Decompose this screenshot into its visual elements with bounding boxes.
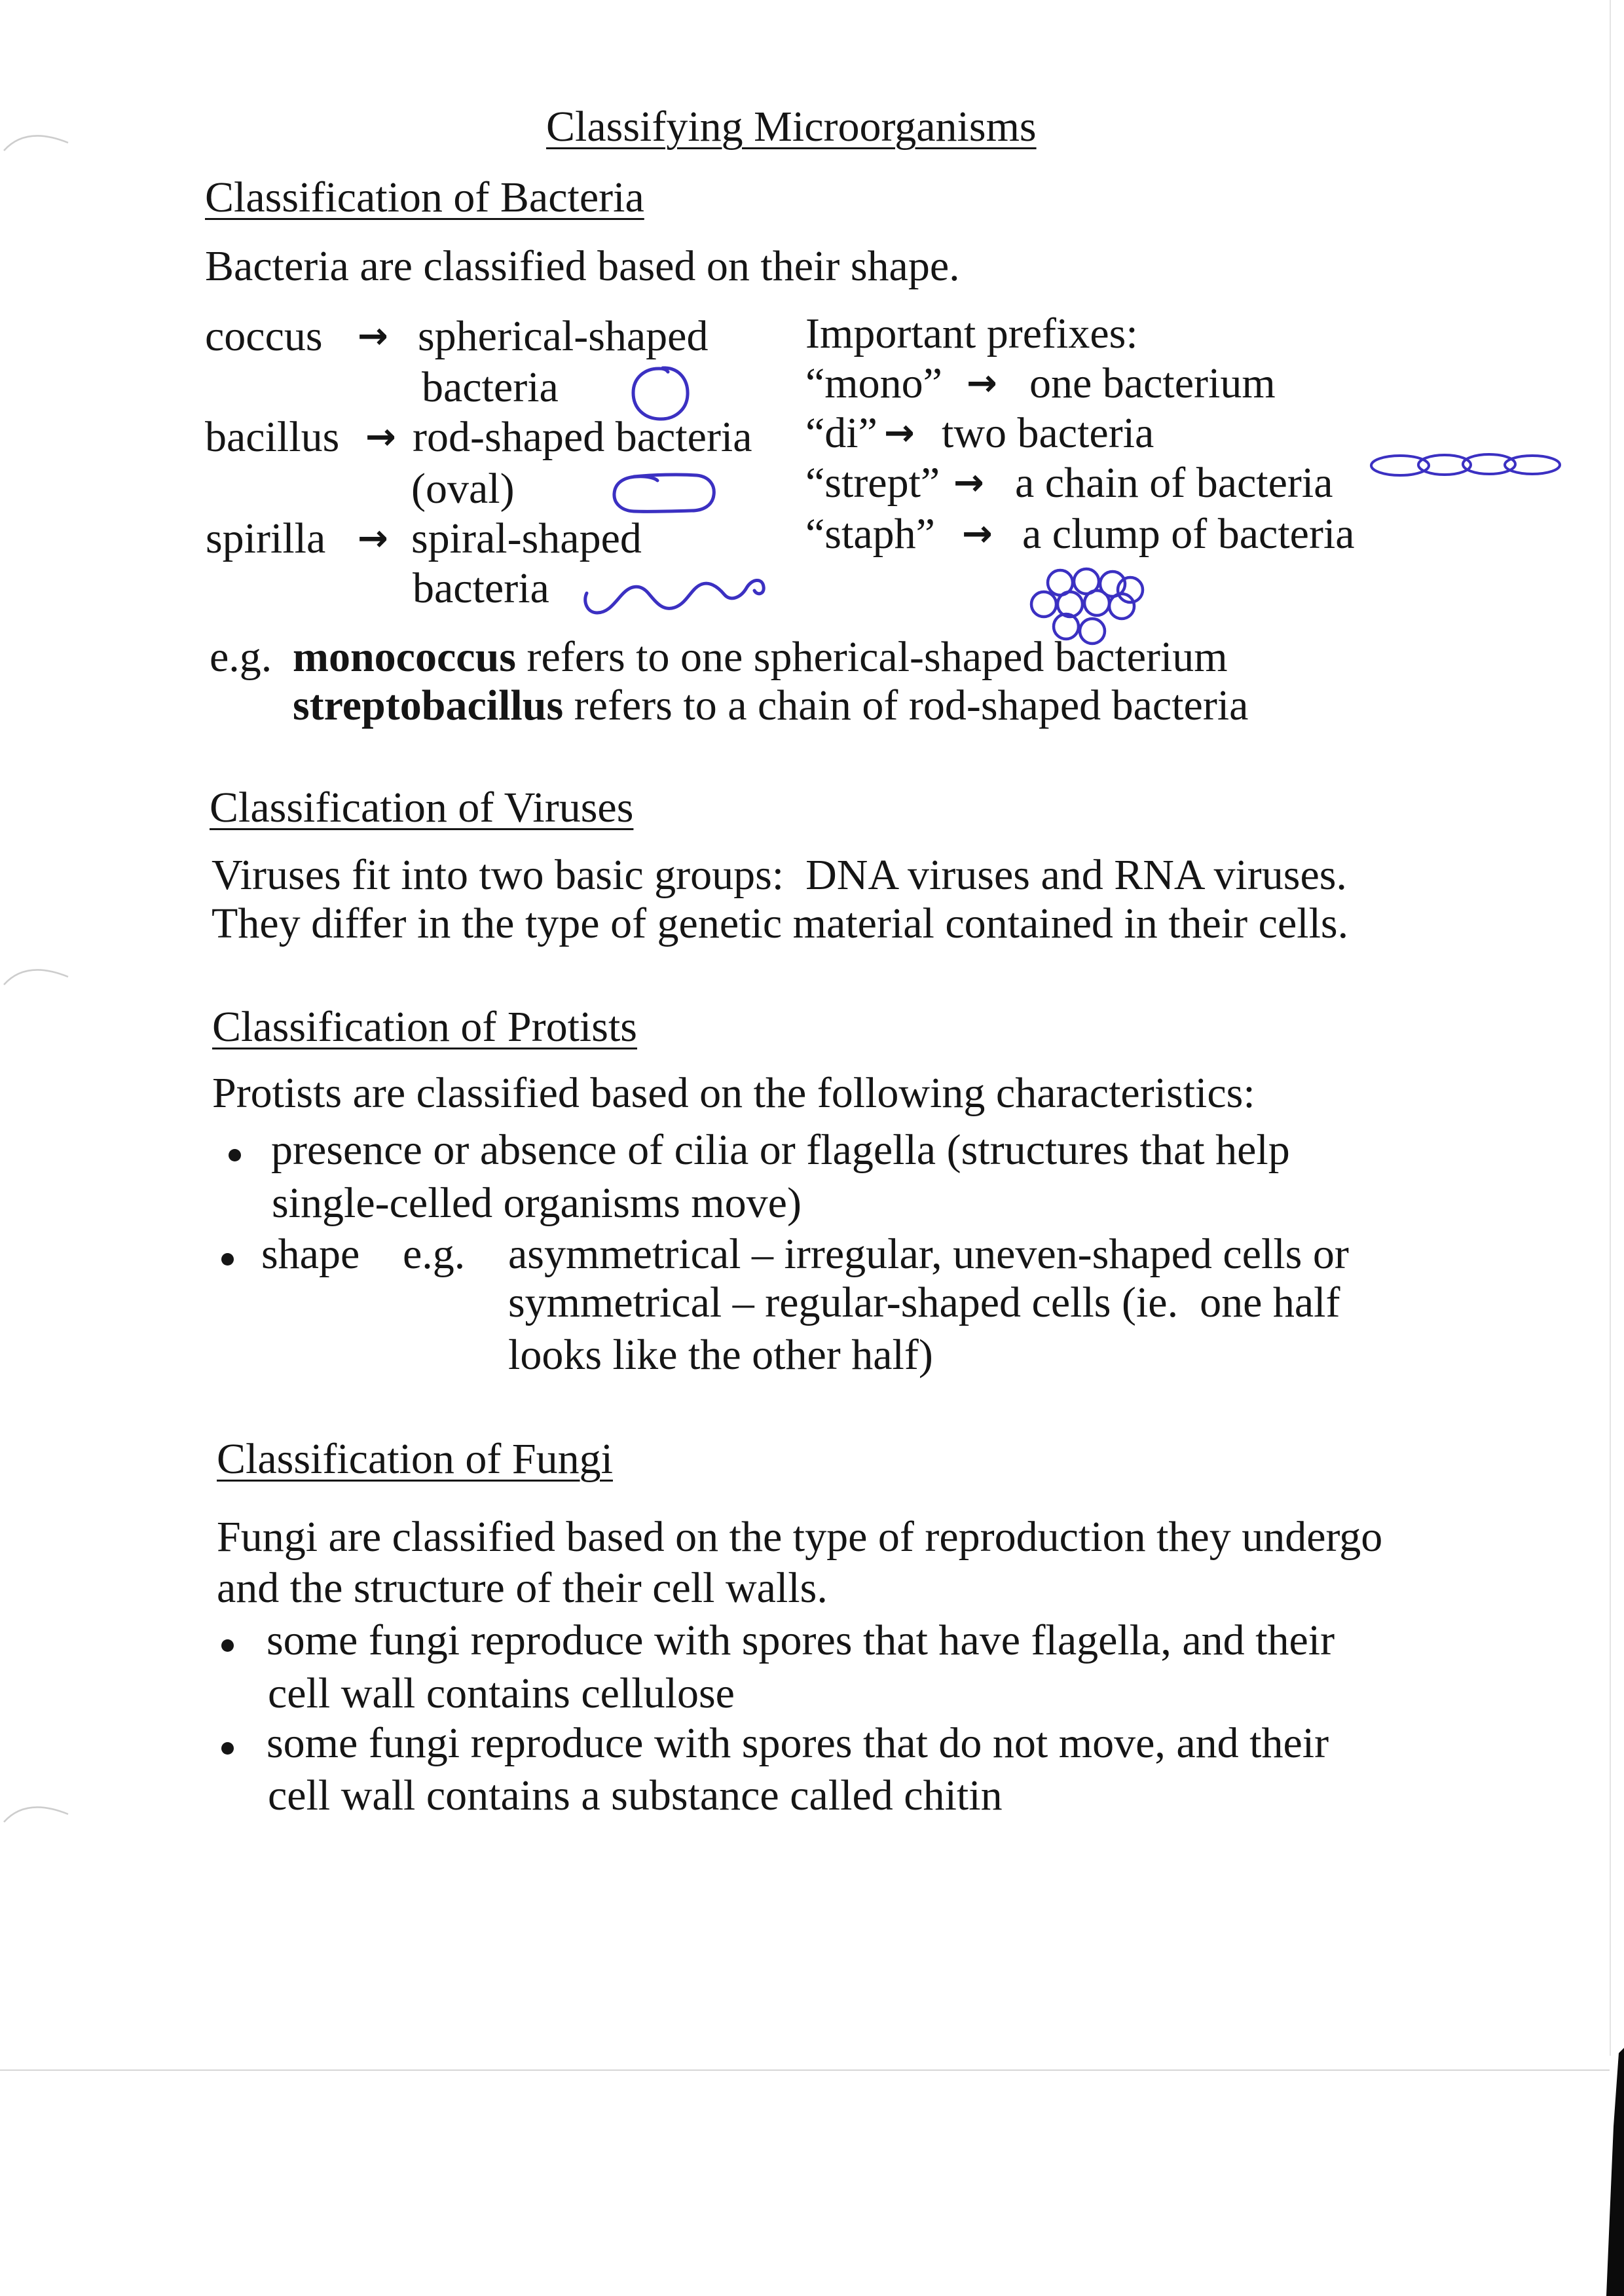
bullet-text: symmetrical – regular-shaped cells (ie. one half — [508, 1279, 1340, 1326]
arrow-icon: → — [358, 517, 388, 560]
arrow-icon: → — [967, 362, 997, 405]
chain-link — [1371, 456, 1429, 475]
scanner-shadow-shape — [1606, 2048, 1624, 2296]
prefix-meaning: a clump of bacteria — [1022, 510, 1355, 558]
section-intro: Bacteria are classified based on their shape. — [205, 242, 960, 290]
prefix-meaning: two bacteria — [942, 409, 1154, 457]
example-definition: refers to a chain of rod-shaped bacteria — [563, 682, 1249, 729]
prefix-term: “di” — [805, 409, 877, 457]
arrow-icon: → — [962, 513, 993, 555]
hole-punch-arc — [4, 970, 68, 985]
hole-punch-mark — [0, 1797, 73, 1826]
bullet-label: shape — [261, 1230, 360, 1278]
chain-link — [1505, 456, 1560, 474]
page-title: Classifying Microorganisms — [546, 103, 1037, 151]
bullet-icon — [221, 1742, 234, 1755]
section-heading: Classification of Viruses — [210, 784, 634, 831]
bullet-text: some fungi reproduce with spores that do not move, and their — [267, 1719, 1329, 1767]
shape-description: spiral-shaped — [411, 515, 642, 562]
bullet-text: single-celled organisms move) — [272, 1179, 802, 1227]
spiral-outline — [585, 580, 764, 613]
shape-description: spherical-shaped — [418, 312, 709, 360]
arrow-icon: → — [365, 416, 396, 458]
rod-sketch-icon — [608, 469, 720, 519]
prefix-term: “mono” — [805, 359, 942, 407]
paragraph-line: They differ in the type of genetic material contained in their cells. — [212, 900, 1349, 947]
hole-punch-arc — [4, 136, 68, 151]
clump-cell — [1031, 592, 1056, 617]
shape-description-continued: (oval) — [411, 465, 515, 513]
shape-term: coccus — [205, 312, 323, 360]
hole-punch-mark — [0, 960, 73, 989]
example-lead: e.g. — [210, 633, 272, 681]
arrow-icon: → — [884, 412, 915, 454]
shape-description-continued: bacteria — [413, 564, 549, 612]
bullet-text: looks like the other half) — [508, 1331, 933, 1379]
section-intro: Protists are classified based on the following characteristics: — [212, 1069, 1255, 1117]
section-heading: Classification of Protists — [212, 1003, 637, 1051]
bullet-text: asymmetrical – irregular, uneven-shaped cells or — [508, 1230, 1349, 1278]
section-intro: Fungi are classified based on the type of reproduction they undergo — [217, 1513, 1383, 1561]
prefix-heading: Important prefixes: — [805, 310, 1138, 357]
paragraph-line: Viruses fit into two basic groups: DNA viruses and RNA viruses. — [212, 851, 1347, 899]
shape-description: rod-shaped bacteria — [413, 413, 752, 461]
arrow-icon: → — [953, 462, 984, 504]
clump-cell — [1058, 592, 1082, 617]
clump-cell — [1084, 591, 1109, 615]
prefix-term: “strept” — [805, 459, 940, 507]
example-definition: refers to one spherical-shaped bacterium — [515, 633, 1228, 681]
shape-term: spirilla — [206, 515, 326, 562]
bullet-icon — [221, 1639, 234, 1652]
bullet-example-lead: e.g. — [403, 1230, 466, 1278]
section-heading: Classification of Fungi — [217, 1435, 613, 1483]
bullet-text: presence or absence of cilia or flagella (structures that help — [271, 1126, 1290, 1174]
example-term: streptobacillus — [293, 682, 564, 729]
hole-punch-mark — [0, 126, 73, 155]
spiral-sketch-icon — [578, 567, 769, 625]
bullet-icon — [229, 1149, 241, 1161]
example-line — [293, 684, 1248, 727]
bullet-text: cell wall contains a substance called chitin — [268, 1772, 1003, 1819]
section-heading: Classification of Bacteria — [205, 173, 644, 221]
prefix-meaning: one bacterium — [1029, 359, 1276, 407]
shape-term: bacillus — [205, 413, 340, 461]
scanner-shadow — [1596, 2048, 1624, 2296]
bullet-icon — [221, 1253, 234, 1266]
prefix-meaning: a chain of bacteria — [1015, 459, 1333, 507]
chain-sketch-icon — [1369, 448, 1565, 482]
rod-outline — [614, 475, 714, 511]
bullet-text: cell wall contains cellulose — [268, 1669, 735, 1717]
prefix-term: “staph” — [805, 510, 935, 558]
shape-description-continued: bacteria — [422, 363, 559, 411]
bullet-text: some fungi reproduce with spores that have flagella, and their — [267, 1616, 1335, 1664]
arrow-icon: → — [358, 315, 388, 357]
paper-edge-right — [1610, 0, 1611, 2056]
paper-edge-bottom — [0, 2069, 1610, 2071]
hole-punch-arc — [4, 1807, 68, 1822]
example-line — [293, 633, 1228, 681]
section-intro: and the structure of their cell walls. — [217, 1564, 828, 1612]
example-term: monococcus — [293, 633, 516, 681]
sphere-outline — [633, 368, 688, 419]
